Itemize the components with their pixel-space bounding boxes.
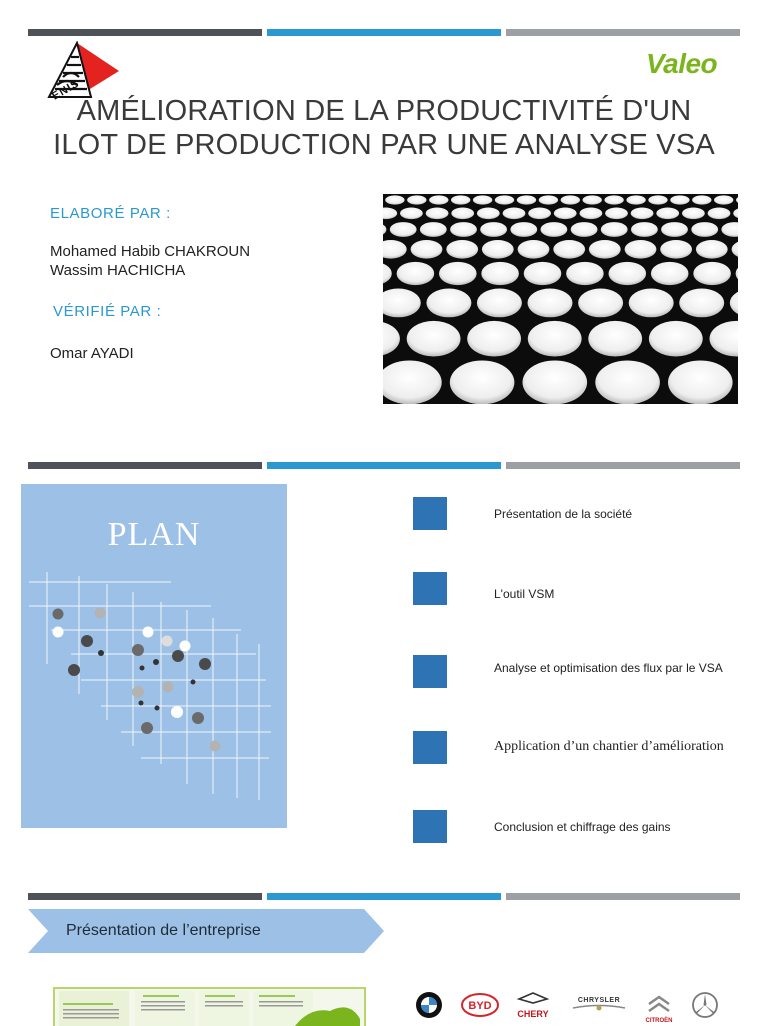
plan-item-societe[interactable]: Présentation de la société: [494, 507, 633, 521]
disc-shape: [407, 195, 426, 204]
disc-shape: [383, 361, 442, 405]
disc-shape: [426, 289, 471, 318]
disc-shape: [605, 208, 628, 220]
plan-item-vsm[interactable]: L'outil VSM: [494, 587, 555, 601]
chrysler-logo-icon: [569, 993, 629, 1015]
disc-shape: [721, 222, 738, 237]
plan-item-bullet: [413, 497, 447, 530]
disc-shape: [601, 222, 628, 237]
disc-shape: [539, 195, 558, 204]
svg-text:BYD: BYD: [468, 1000, 492, 1012]
disc-shape: [631, 222, 658, 237]
disc-shape: [682, 208, 705, 220]
disc-shape: [385, 195, 404, 204]
disc-shape: [467, 321, 521, 357]
header-bar-dark: [28, 893, 262, 900]
disc-shape: [691, 222, 718, 237]
byd-logo-icon: [461, 993, 499, 1017]
disc-shape: [730, 289, 738, 318]
disc-shape: [439, 262, 477, 285]
disc-shape: [528, 321, 582, 357]
disc-shape: [390, 222, 417, 237]
disc-shape: [588, 321, 642, 357]
header-bar-grey: [506, 29, 740, 36]
disc-shape: [517, 195, 536, 204]
company-infographic: [53, 987, 366, 1026]
disc-shape: [708, 208, 731, 220]
disc-shape: [625, 240, 657, 259]
disc-shape: [626, 195, 645, 204]
disc-shape: [528, 208, 551, 220]
plan-item-bullet: [413, 810, 447, 843]
elabore-label: ELABORÉ PAR :: [50, 205, 171, 222]
disc-shape: [631, 208, 654, 220]
plan-title: PLAN: [107, 516, 201, 553]
slide-title-line2: ILOT DE PRODUCTION PAR UNE ANALYSE VSA: [53, 129, 715, 161]
enis-logo: [47, 41, 119, 103]
disc-shape: [714, 195, 733, 204]
plan-item-analyse[interactable]: Analyse et optimisation des flux par le VSA: [494, 661, 723, 675]
disc-shape: [649, 321, 703, 357]
disc-shape: [400, 208, 423, 220]
disc-shape: [696, 240, 728, 259]
disc-shape: [446, 240, 478, 259]
disc-shape: [566, 262, 604, 285]
disc-shape: [383, 240, 407, 259]
disc-shape: [661, 222, 688, 237]
svg-text:CHERY: CHERY: [517, 1009, 549, 1019]
disc-shape: [692, 195, 711, 204]
disc-shape: [383, 222, 386, 237]
disc-shape: [736, 262, 738, 285]
disc-shape: [710, 321, 739, 357]
disc-shape: [578, 289, 623, 318]
disc-shape: [589, 240, 621, 259]
disc-shape: [679, 289, 724, 318]
disc-shape: [450, 222, 477, 237]
valeo-logo: [646, 48, 726, 82]
disc-shape: [383, 289, 421, 318]
slide-title-line1: AMÉLIORATION DE LA PRODUCTIVITÉ D'UN: [76, 95, 692, 127]
disc-shape: [629, 289, 674, 318]
disc-shape: [477, 208, 500, 220]
disc-shape: [383, 262, 392, 285]
verifier-name: Omar AYADI: [50, 345, 134, 362]
enis-logo-text: ENIS: [49, 77, 82, 103]
disc-shape: [518, 240, 550, 259]
header-bar-dark: [28, 29, 262, 36]
disc-shape: [481, 262, 519, 285]
plan-item-bullet: [413, 731, 447, 764]
disc-shape: [383, 321, 400, 357]
header-bar-dark: [28, 462, 262, 469]
disc-shape: [736, 195, 738, 204]
disc-shape: [656, 208, 679, 220]
disc-shape: [482, 240, 514, 259]
plan-item-chantier[interactable]: Application d’un chantier d’amélioration: [494, 739, 724, 754]
disc-shape: [477, 289, 522, 318]
header-bar-blue: [267, 893, 501, 900]
disc-shape: [383, 208, 397, 220]
header-bar-grey: [506, 893, 740, 900]
disc-shape: [554, 208, 577, 220]
section-title: Présentation de l’entreprise: [66, 922, 261, 939]
chery-logo-icon: [513, 989, 553, 1021]
svg-text:CHRYSLER: CHRYSLER: [577, 997, 621, 1004]
disc-shape: [528, 289, 573, 318]
svg-text:CITROËN: CITROËN: [645, 1018, 673, 1024]
disc-shape: [397, 262, 435, 285]
author-name-2: Wassim HACHICHA: [50, 262, 186, 279]
disc-shape: [524, 262, 562, 285]
verifie-label: VÉRIFIÉ PAR :: [53, 303, 162, 320]
discs-photo: [383, 194, 738, 404]
author-name-1: Mohamed Habib CHAKROUN: [50, 243, 251, 260]
plan-panel: [21, 484, 287, 828]
disc-shape: [510, 222, 537, 237]
slide-title: [30, 94, 738, 162]
disc-shape: [503, 208, 526, 220]
disc-shape: [732, 240, 738, 259]
disc-shape: [451, 208, 474, 220]
plan-item-conclusion[interactable]: Conclusion et chiffrage des gains: [494, 820, 671, 834]
disc-shape: [407, 321, 461, 357]
plan-item-bullet: [413, 655, 447, 688]
header-bar-blue: [267, 462, 501, 469]
disc-shape: [604, 195, 623, 204]
disc-shape: [429, 195, 448, 204]
disc-shape: [583, 195, 602, 204]
disc-shape: [480, 222, 507, 237]
disc-shape: [571, 222, 598, 237]
disc-shape: [693, 262, 731, 285]
disc-shape: [495, 195, 514, 204]
disc-shape: [426, 208, 449, 220]
plan-decoration: [21, 484, 287, 828]
disc-shape: [523, 361, 588, 405]
disc-shape: [553, 240, 585, 259]
disc-shape: [648, 195, 667, 204]
disc-shape: [541, 222, 568, 237]
disc-shape: [733, 208, 738, 220]
valeo-logo-text: Valeo: [646, 48, 718, 79]
header-bar-grey: [506, 462, 740, 469]
plan-item-bullet: [413, 572, 447, 605]
disc-shape: [420, 222, 447, 237]
bmw-logo-icon: [415, 991, 443, 1019]
disc-shape: [651, 262, 689, 285]
disc-shape: [450, 361, 515, 405]
disc-shape: [595, 361, 660, 405]
car-brands-strip: [409, 985, 735, 1024]
disc-shape: [561, 195, 580, 204]
header-bar-blue: [267, 29, 501, 36]
disc-shape: [660, 240, 692, 259]
disc-shape: [451, 195, 470, 204]
disc-shape: [609, 262, 647, 285]
disc-shape: [670, 195, 689, 204]
disc-shape: [411, 240, 443, 259]
mercedes-logo-icon: [691, 991, 719, 1019]
citroen-logo-icon: [645, 991, 673, 1024]
disc-shape: [580, 208, 603, 220]
disc-shape: [668, 361, 733, 405]
disc-shape: [473, 195, 492, 204]
